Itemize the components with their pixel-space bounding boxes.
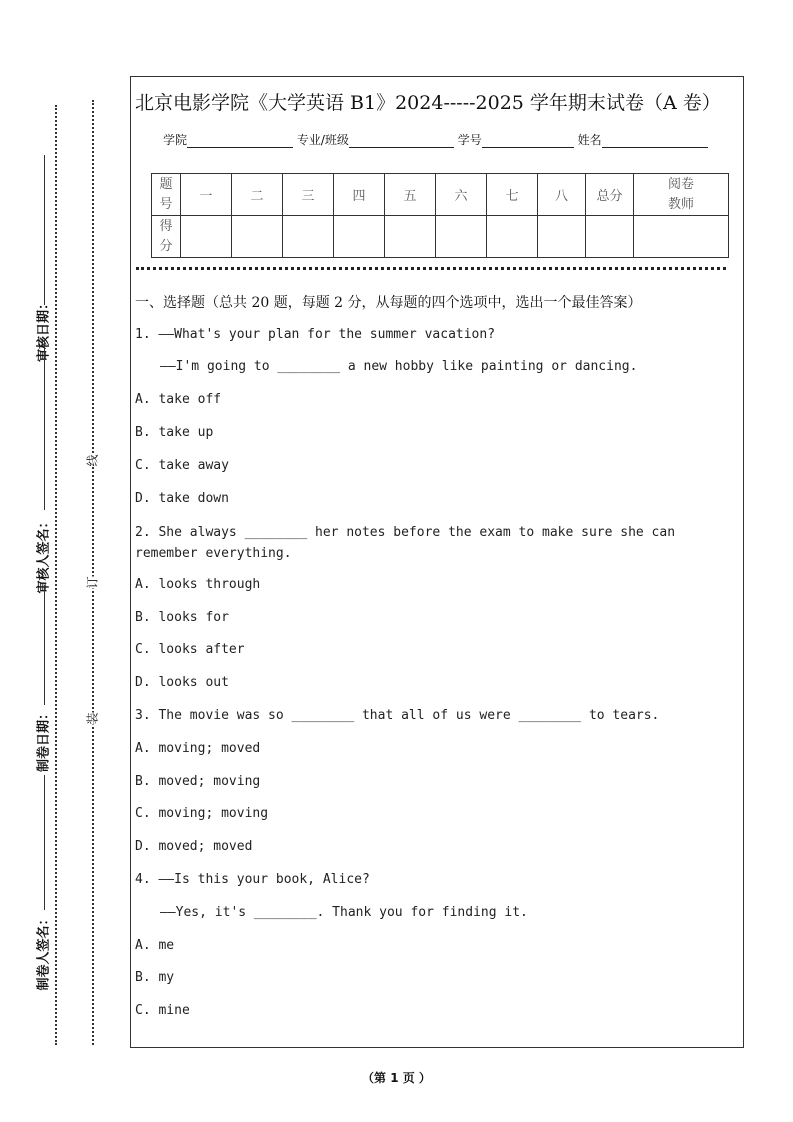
major-class-blank[interactable]	[349, 134, 454, 148]
question-4-stem-reply: ——Yes, it's ________. Thank you for finding it.	[160, 905, 528, 920]
score-col-8: 八	[538, 174, 586, 216]
question-1-option-b[interactable]: B. take up	[135, 425, 214, 440]
field-label-name: 姓名	[577, 133, 602, 147]
binding-char-order: 订	[82, 576, 103, 588]
score-col-6: 六	[436, 174, 487, 216]
score-col-7: 七	[487, 174, 538, 216]
field-label-major-class: 专业/班级	[296, 133, 349, 147]
maker-signature-label: 制卷人签名：	[36, 912, 52, 991]
binding-dotted-line-inner	[92, 100, 94, 1045]
question-1-stem-reply: ——I'm going to ________ a new hobby like painting or dancing.	[160, 359, 638, 374]
make-date-label: 制卷日期：	[36, 707, 52, 773]
question-1-option-c[interactable]: C. take away	[135, 458, 229, 473]
question-2-option-d[interactable]: D. looks out	[135, 675, 229, 690]
score-col-1: 一	[181, 174, 232, 216]
question-4-option-c[interactable]: C. mine	[135, 1003, 190, 1018]
question-1-option-d[interactable]: D. take down	[135, 491, 229, 506]
page-number: （第 1 页 ）	[362, 1071, 431, 1085]
binding-char-line: 线	[82, 454, 103, 466]
score-cell[interactable]	[634, 216, 729, 258]
question-2-option-a[interactable]: A. looks through	[135, 577, 261, 592]
question-1-option-a[interactable]: A. take off	[135, 392, 222, 407]
question-2-option-c[interactable]: C. looks after	[135, 642, 245, 657]
score-col-2: 二	[232, 174, 283, 216]
score-col-grader: 阅卷 教师	[634, 174, 729, 216]
question-4-option-b[interactable]: B. my	[135, 970, 175, 985]
question-4-stem: 4. ——Is this your book, Alice?	[135, 872, 370, 887]
page-title: 北京电影学院《大学英语 B1》2024-----2025 学年期末试卷（A 卷）	[135, 92, 721, 114]
question-1-stem: 1. ——What's your plan for the summer vacation?	[135, 327, 496, 342]
score-col-4: 四	[334, 174, 385, 216]
signature-line-review-date	[44, 155, 45, 305]
score-table-row-label-score: 得 分	[152, 216, 181, 258]
signature-line-maker	[44, 775, 45, 910]
field-label-college: 学院	[163, 133, 188, 147]
signature-line-reviewer	[44, 340, 45, 510]
question-3-option-b[interactable]: B. moved; moving	[135, 774, 261, 789]
score-table	[151, 173, 729, 258]
question-3-option-a[interactable]: A. moving; moved	[135, 741, 261, 756]
score-col-3: 三	[283, 174, 334, 216]
student-id-blank[interactable]	[482, 134, 574, 148]
question-3-option-d[interactable]: D. moved; moved	[135, 839, 253, 854]
question-2-option-b[interactable]: B. looks for	[135, 610, 229, 625]
score-cell[interactable]	[385, 216, 436, 258]
field-label-student-id: 学号	[457, 133, 482, 147]
score-col-total: 总分	[586, 174, 634, 216]
question-3-stem: 3. The movie was so ________ that all of us were ________ to tears.	[135, 708, 660, 723]
score-cell[interactable]	[334, 216, 385, 258]
reviewer-signature-label: 审核人签名：	[36, 515, 52, 594]
score-cell[interactable]	[436, 216, 487, 258]
score-cell[interactable]	[283, 216, 334, 258]
score-cell[interactable]	[181, 216, 232, 258]
section-heading: 一、选择题（总共 20 题，每题 2 分，从每题的四个选项中，选出一个最佳答案）	[135, 295, 642, 311]
score-cell[interactable]	[538, 216, 586, 258]
signature-line-make-date	[44, 585, 45, 705]
review-date-label: 审核日期：	[36, 297, 52, 363]
score-cell[interactable]	[487, 216, 538, 258]
score-cell[interactable]	[232, 216, 283, 258]
question-4-option-a[interactable]: A. me	[135, 938, 175, 953]
name-blank[interactable]	[602, 134, 708, 148]
binding-char-pack: 装	[82, 712, 103, 724]
question-2-stem: 2. She always ________ her notes before the exam to make sure she can remember everything.	[135, 525, 676, 561]
score-col-5: 五	[385, 174, 436, 216]
question-3-option-c[interactable]: C. moving; moving	[135, 806, 269, 821]
student-info-row	[163, 131, 708, 148]
college-blank[interactable]	[187, 134, 293, 148]
score-table-row-label-number: 题 号	[152, 174, 181, 216]
score-cell[interactable]	[586, 216, 634, 258]
section-separator	[136, 267, 726, 270]
binding-dotted-line-outer	[55, 105, 57, 1045]
